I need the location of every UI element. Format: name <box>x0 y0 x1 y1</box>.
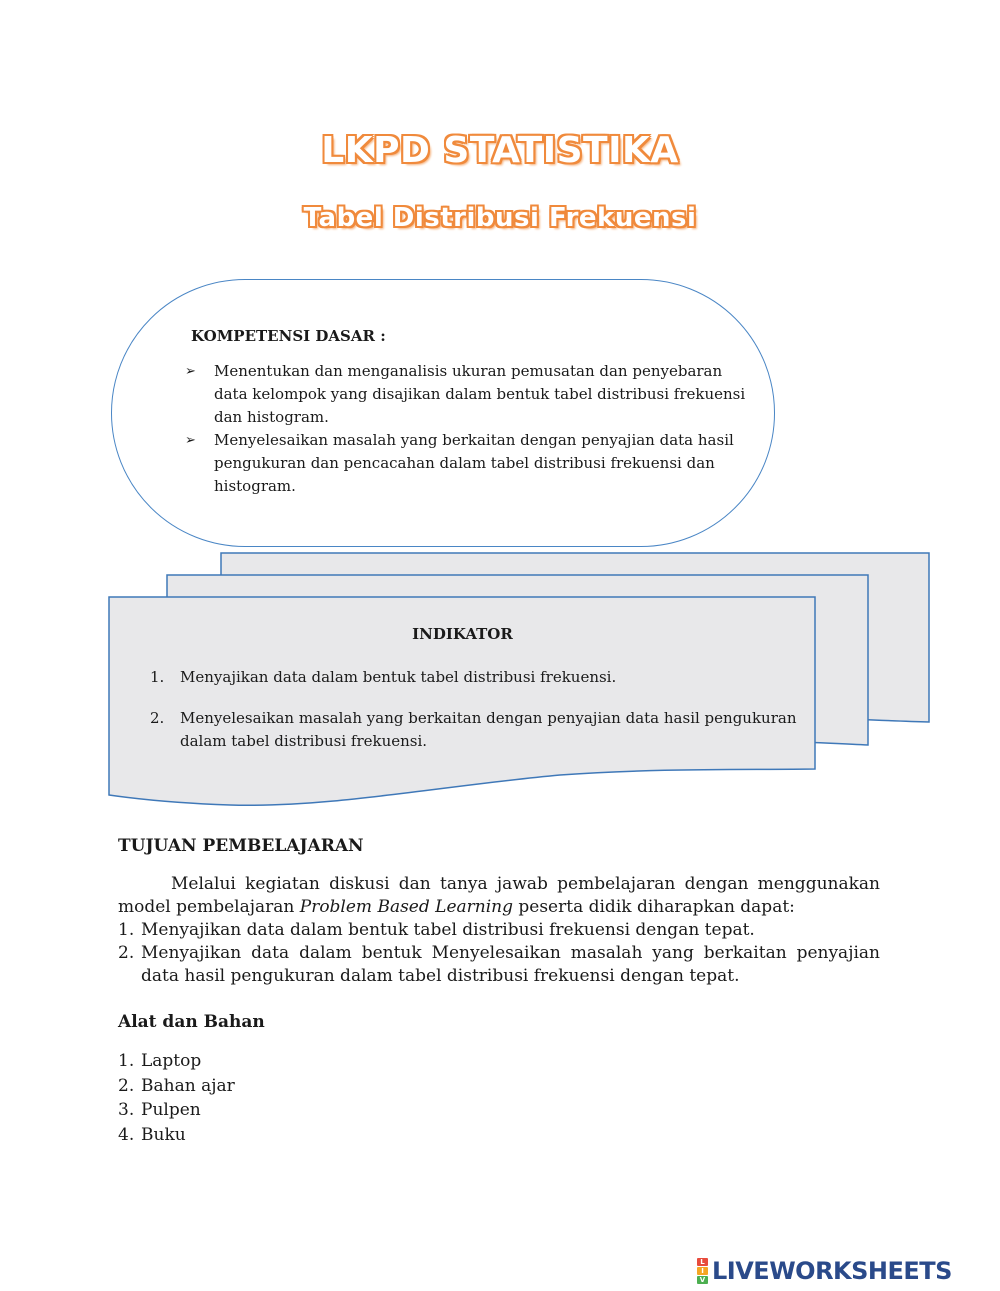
item-number: 3. <box>118 1100 135 1120</box>
list-item <box>150 707 806 753</box>
list-item <box>118 942 880 988</box>
alat-bahan-item-text: Laptop <box>141 1051 202 1071</box>
indikator-heading: INDIKATOR <box>412 625 513 643</box>
liveworksheets-icon <box>697 1258 708 1285</box>
indikator-list <box>150 666 806 771</box>
logo-letter-l: L <box>697 1258 708 1266</box>
item-number: 4. <box>118 1124 135 1145</box>
tujuan-intro-italic: Problem Based Learning <box>299 897 513 917</box>
tujuan-intro <box>118 873 880 919</box>
list-item <box>118 1123 235 1148</box>
tujuan-heading: TUJUAN PEMBELAJARAN <box>118 836 364 856</box>
list-item <box>118 1098 235 1123</box>
item-number: 1. <box>118 920 135 940</box>
liveworksheets-logo[interactable] <box>697 1256 952 1286</box>
logo-letter-v: V <box>697 1276 708 1284</box>
item-number: 2. <box>118 1075 135 1096</box>
page-subtitle: Tabel Distribusi Frekuensi <box>303 203 697 233</box>
item-number: 1. <box>118 1051 135 1071</box>
logo-letter-i: I <box>697 1267 708 1275</box>
list-item <box>118 1049 235 1074</box>
liveworksheets-brand: LIVEWORKSHEETS <box>712 1257 952 1285</box>
alat-bahan-item-text: Bahan ajar <box>141 1075 235 1096</box>
alat-bahan-list <box>118 1049 235 1147</box>
item-number: 1. <box>150 668 165 686</box>
tujuan-intro-text: Melalui kegiatan diskusi dan tanya jawab pembelajaran dengan menggunakan model pembelajaran <box>118 874 880 917</box>
tujuan-intro-text-end: peserta didik diharapkan dapat: <box>512 897 795 917</box>
item-number: 2. <box>118 943 135 963</box>
kompetensi-item-text: Menentukan dan menganalisis ukuran pemusatan dan penyebaran data kelompok yang disajikan dalam bentuk tabel distribusi frekuensi dan histogram. <box>214 362 746 426</box>
indikator-item-text: Menyajikan data dalam bentuk tabel distribusi frekuensi. <box>180 668 617 686</box>
list-item <box>150 666 806 689</box>
alat-bahan-item-text: Buku <box>141 1124 186 1145</box>
list-item <box>118 1074 235 1099</box>
list-item <box>118 919 880 942</box>
tujuan-item-text: Menyajikan data dalam bentuk Menyelesaikan masalah yang berkaitan penyajian data hasil pengukuran dalam tabel distribusi frekuensi dengan tepat. <box>141 943 880 986</box>
kompetensi-item-text: Menyelesaikan masalah yang berkaitan dengan penyajian data hasil pengukuran dan pencacahan dalam tabel distribusi frekuensi dan histogram. <box>214 431 734 495</box>
indikator-item-text: Menyelesaikan masalah yang berkaitan dengan penyajian data hasil pengukuran dalam tabel distribusi frekuensi. <box>180 709 797 750</box>
tujuan-list <box>118 919 880 988</box>
tujuan-item-text: Menyajikan data dalam bentuk tabel distribusi frekuensi dengan tepat. <box>141 920 755 940</box>
alat-bahan-item-text: Pulpen <box>141 1100 201 1120</box>
arrow-bullet-icon: ➢ <box>185 433 196 448</box>
alat-bahan-heading: Alat dan Bahan <box>118 1012 265 1032</box>
page-title: LKPD STATISTIKA <box>321 130 679 171</box>
item-number: 2. <box>150 709 165 727</box>
kompetensi-dasar-heading: KOMPETENSI DASAR : <box>191 327 386 345</box>
arrow-bullet-icon: ➢ <box>185 364 196 379</box>
